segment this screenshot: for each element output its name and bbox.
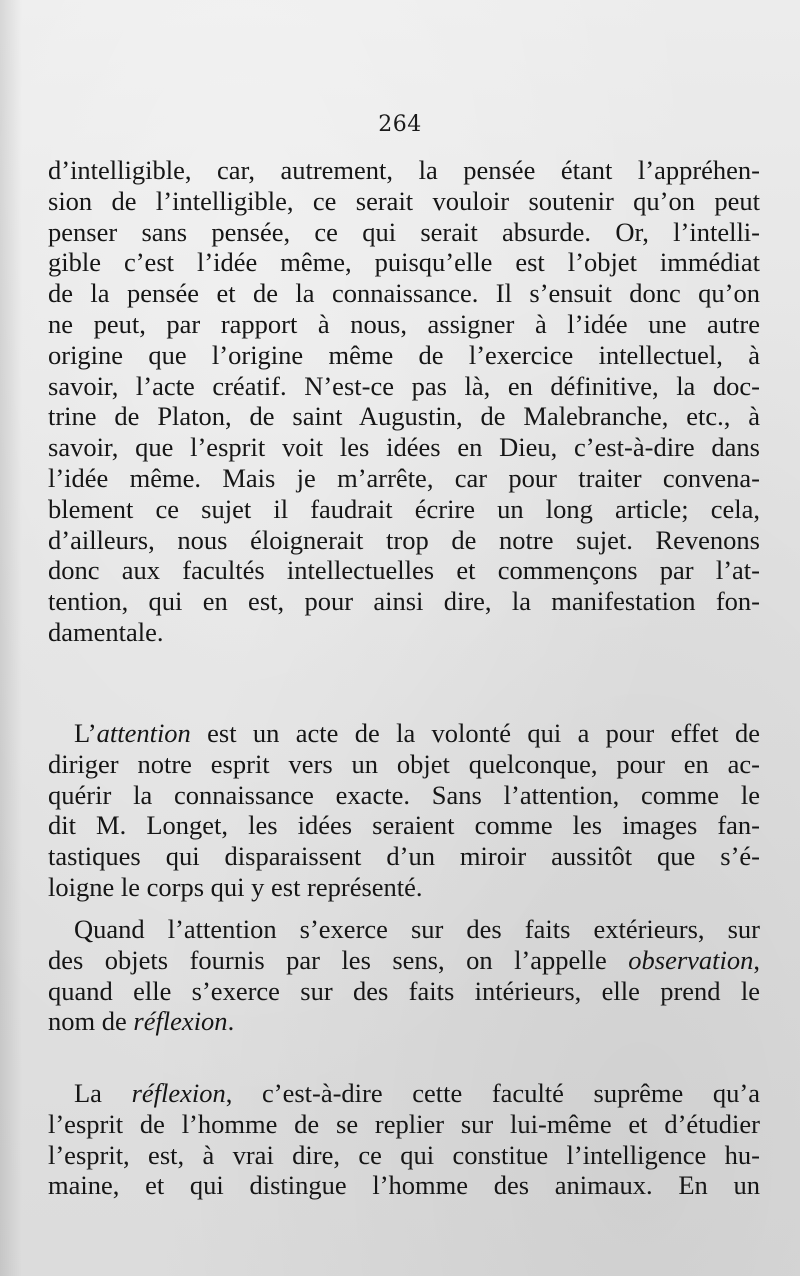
text-fragment: La xyxy=(74,1078,132,1108)
text-line: maine, et qui distingue l’homme des animaux. En un xyxy=(48,1170,760,1201)
text-fragment: est un acte de la volonté qui a pour effet de xyxy=(190,718,760,748)
text-line: tastiques qui disparaissent d’un miroir aussitôt que s’é- xyxy=(48,841,760,872)
text-line: diriger notre esprit vers un objet quelconque, pour en ac- xyxy=(48,748,760,779)
text-line: savoir, que l’esprit voit les idées en Dieu, c’est-à-dire dans xyxy=(48,432,760,463)
page-edge-shadow xyxy=(0,0,22,1276)
italic-term: attention xyxy=(96,718,191,748)
text-line: tention, qui en est, pour ainsi dire, la manifestation fon- xyxy=(48,586,760,617)
italic-term: réflexion xyxy=(133,1006,228,1037)
text-line: trine de Platon, de saint Augustin, de Malebranche, etc., à xyxy=(48,401,760,432)
text-line: l’esprit, est, à vrai dire, ce qui constitue l’intelligence hu- xyxy=(48,1139,760,1170)
text-line: gible c’est l’idée même, puisqu’elle est l’objet immédiat xyxy=(48,247,760,278)
text-fragment: . xyxy=(227,1006,235,1037)
paragraph-3 xyxy=(48,914,760,1037)
italic-term: observation xyxy=(628,944,754,975)
text-line: de la pensée et de la connaissance. Il s’ensuit donc qu’on xyxy=(48,278,760,309)
text-line: blement ce sujet il faudrait écrire un long article; cela, xyxy=(48,493,760,524)
text-fragment: L’ xyxy=(74,718,97,748)
text-fragment: , c’est-à-dire cette faculté suprême qu’a xyxy=(225,1078,761,1108)
text-line xyxy=(48,945,760,976)
text-fragment: , xyxy=(753,944,760,975)
text-line: Quand l’attention s’exerce sur des faits extérieurs, sur xyxy=(74,914,760,944)
text-line xyxy=(48,718,760,749)
text-fragment: nom de xyxy=(48,1006,134,1037)
text-line xyxy=(48,1006,760,1037)
text-line: quérir la connaissance exacte. Sans l’attention, comme le xyxy=(48,779,760,810)
text-line: l’esprit de l’homme de se replier sur lui-même et d’étudier xyxy=(48,1108,760,1139)
text-line: quand elle s’exerce sur des faits intérieurs, elle prend le xyxy=(48,975,760,1006)
text-line: dit M. Longet, les idées seraient comme les images fan- xyxy=(48,810,760,841)
paragraph-2 xyxy=(48,718,760,903)
page-number: 264 xyxy=(378,112,422,137)
italic-term: réflexion xyxy=(131,1078,226,1108)
text-line: penser sans pensée, ce qui serait absurde. Or, l’intelli- xyxy=(48,216,760,247)
text-line xyxy=(48,1078,760,1109)
paragraph-1 xyxy=(48,155,760,648)
text-line: origine que l’origine même de l’exercice intellectuel, à xyxy=(48,339,760,370)
text-line: sion de l’intelligible, ce serait vouloir soutenir qu’on peut xyxy=(48,185,760,216)
paragraph-4 xyxy=(48,1078,760,1201)
text-line: damentale. xyxy=(48,616,164,647)
text-line: loigne le corps qui y est représenté. xyxy=(48,871,423,902)
text-line: savoir, l’acte créatif. N’est-ce pas là, en définitive, la doc- xyxy=(48,370,760,401)
text-fragment: des objets fournis par les sens, on l’appelle xyxy=(48,944,629,975)
text-line: d’ailleurs, nous éloignerait trop de notre sujet. Revenons xyxy=(48,524,760,555)
text-line: ne peut, par rapport à nous, assigner à l’idée une autre xyxy=(48,308,760,339)
text-line: l’idée même. Mais je m’arrête, car pour traiter convena- xyxy=(48,462,760,493)
text-line: d’intelligible, car, autrement, la pensée étant l’appréhen- xyxy=(48,155,760,185)
text-line: donc aux facultés intellectuelles et commençons par l’at- xyxy=(48,555,760,586)
